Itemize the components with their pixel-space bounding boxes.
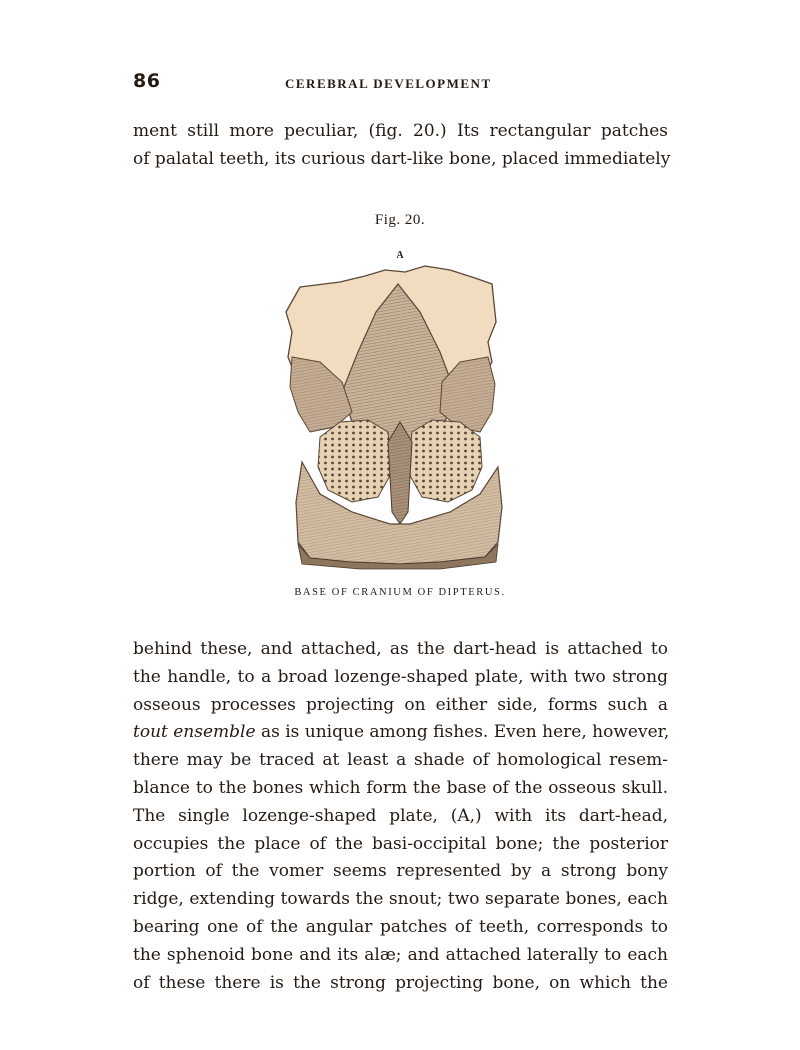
figure-label: Fig. 20. [374, 212, 426, 228]
text-line: behind these, and attached, as the dart-head is attached to [133, 639, 668, 659]
text-line: ment still more peculiar, (fig. 20.) Its rectangular patches [133, 121, 668, 141]
text-line: occupies the place of the basi-occipital bone; the posterior [133, 833, 668, 854]
paragraph-2 [133, 636, 668, 997]
page-number: 86 [133, 70, 161, 92]
text-line: ridge, extending towards the snout; two separate bones, each [133, 889, 668, 910]
running-head: CEREBRAL DEVELOPMENT [285, 76, 492, 91]
italic-phrase: tout ensemble [133, 722, 256, 743]
text-line: portion of the vomer seems represented by a strong bony [133, 861, 668, 882]
text-line: osseous processes projecting on either side, forms such a [133, 694, 668, 715]
text-line [133, 719, 668, 747]
text-line: The single lozenge-shaped plate, (A,) with its dart-head, [133, 805, 668, 826]
text-line-rest: as is unique among fishes. Even here, however, [255, 722, 670, 743]
text-line: the sphenoid bone and its alæ; and attached laterally to each [133, 944, 668, 965]
text-line: bearing one of the angular patches of teeth, corresponds to [133, 916, 668, 937]
text-line: blance to the bones which form the base of the osseous skull. [133, 777, 668, 798]
text-line: of palatal teeth, its curious dart-like bone, placed immediately [133, 148, 671, 169]
cranium-illustration [280, 262, 520, 572]
text-line: the handle, to a broad lozenge-shaped plate, with two strong [133, 666, 668, 687]
figure-letter-a: A [396, 250, 404, 261]
paragraph-1 [133, 118, 671, 174]
text-line: of these there is the strong projecting bone, on which the [133, 972, 668, 993]
text-line: there may be traced at least a shade of homological resem- [133, 750, 668, 771]
figure-caption: BASE OF CRANIUM OF DIPTERUS. [294, 587, 506, 598]
cranium-engraving [280, 262, 520, 572]
